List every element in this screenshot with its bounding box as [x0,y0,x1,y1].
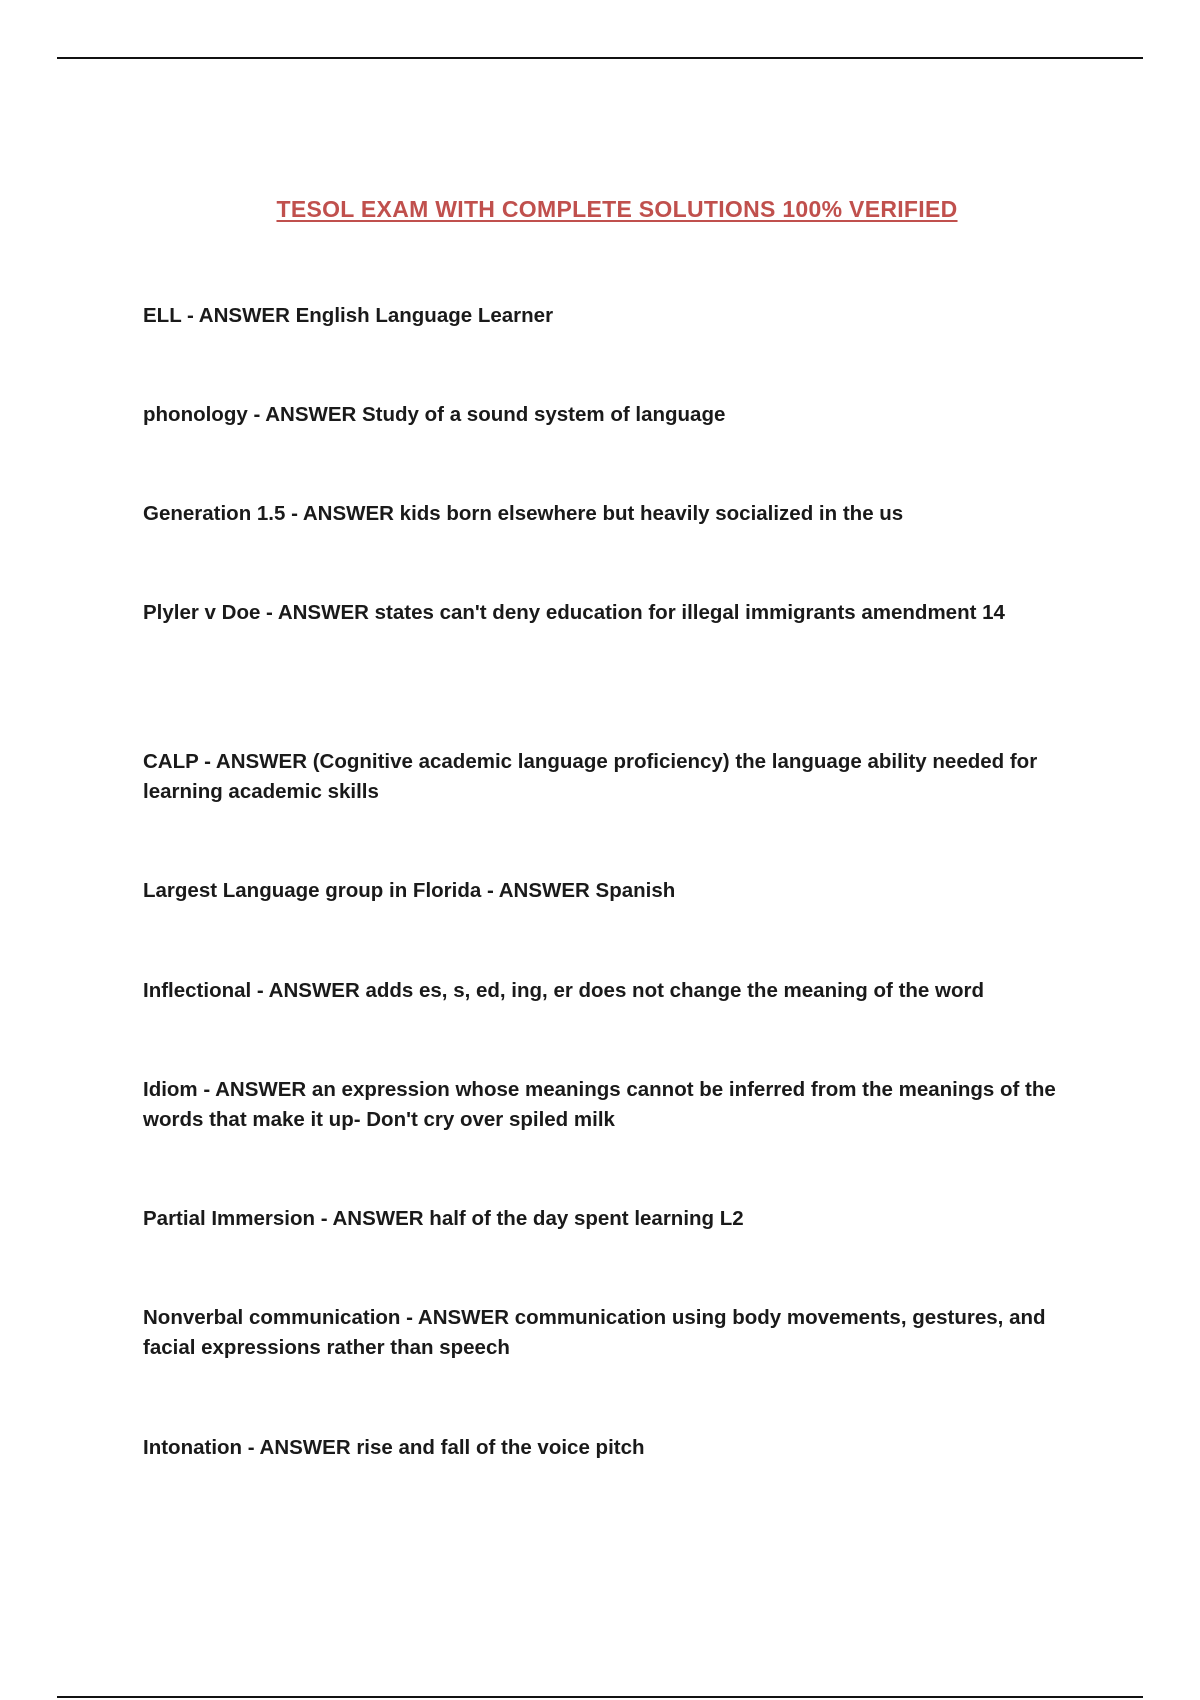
bottom-divider [57,1696,1143,1698]
qa-entry-generation: Generation 1.5 - ANSWER kids born elsewhere but heavily socialized in the us [143,502,904,525]
qa-entry-largest-language: Largest Language group in Florida - ANSWER Spanish [143,879,676,902]
document-title [0,196,1200,223]
qa-entry-inflectional: Inflectional - ANSWER adds es, s, ed, ing, er does not change the meaning of the word [143,979,984,1002]
qa-entry-nonverbal: Nonverbal communication - ANSWER communication using body movements, gestures, and facial expressions rather than speech [143,1306,1046,1359]
qa-entry-calp: CALP - ANSWER (Cognitive academic language proficiency) the language ability needed for learning academic skills [143,750,1038,803]
qa-entry-ell: ELL - ANSWER English Language Learner [143,304,554,327]
qa-entry-intonation: Intonation - ANSWER rise and fall of the voice pitch [143,1436,645,1459]
document-title-text: TESOL EXAM WITH COMPLETE SOLUTIONS 100% VERIFIED [276,196,958,222]
top-divider [57,57,1143,59]
qa-entry-partial-immersion: Partial Immersion - ANSWER half of the day spent learning L2 [143,1207,744,1230]
qa-entry-plyler: Plyler v Doe - ANSWER states can't deny education for illegal immigrants amendment 14 [143,601,1005,624]
qa-entry-idiom: Idiom - ANSWER an expression whose meanings cannot be inferred from the meanings of the words that make it up- Don't cry over spiled milk [143,1078,1056,1131]
qa-entry-phonology: phonology - ANSWER Study of a sound system of language [143,403,726,426]
